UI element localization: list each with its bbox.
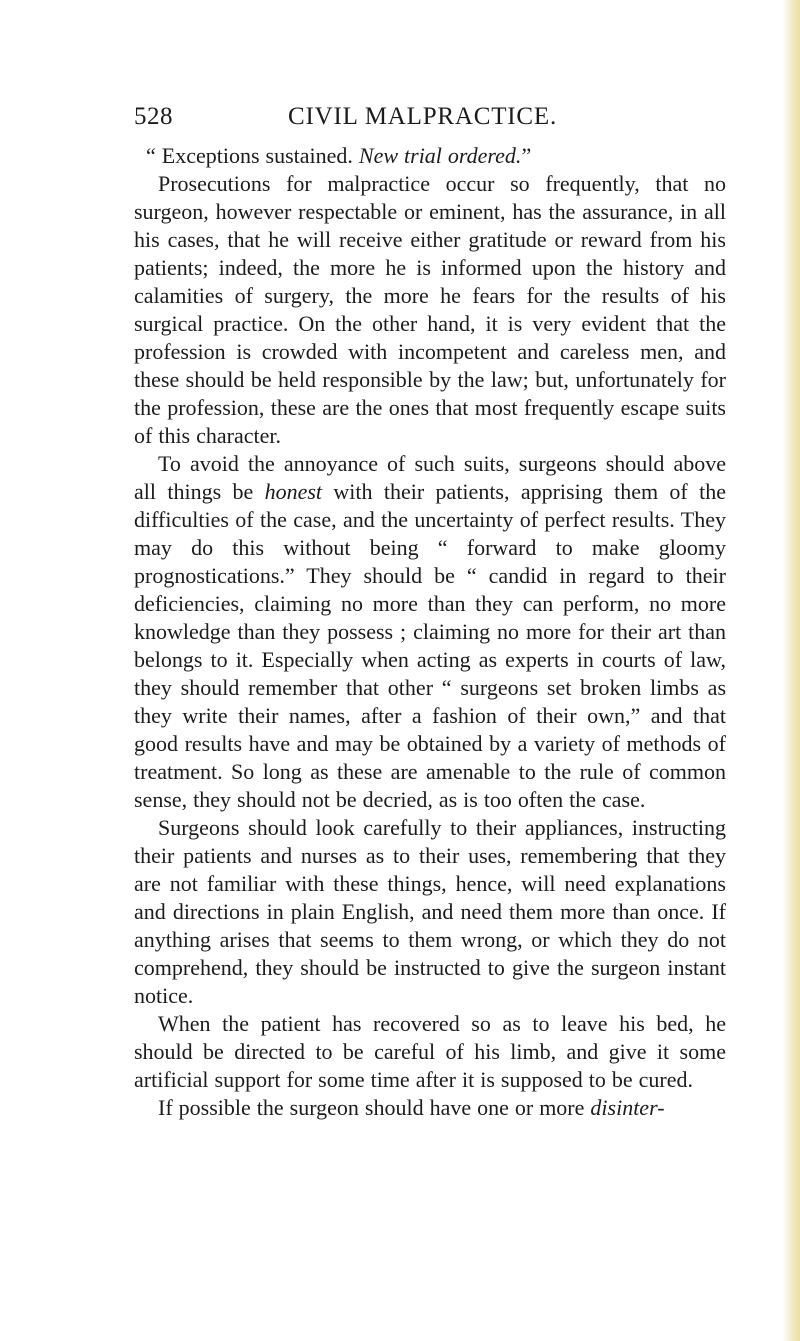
- text-segment: ”: [521, 143, 532, 168]
- italic-text-segment: disinter-: [590, 1095, 665, 1120]
- text-segment: If possible the surgeon should have one or more: [158, 1095, 591, 1120]
- running-head: CIVIL MALPRACTICE.: [288, 103, 558, 130]
- paragraph: [134, 450, 726, 814]
- paragraph: [134, 1094, 726, 1122]
- body-text: [134, 142, 726, 1122]
- italic-text-segment: New trial ordered.: [358, 143, 522, 168]
- page-edge-shadow: [782, 0, 800, 1341]
- paragraph: [134, 814, 726, 1010]
- paragraph: [134, 142, 726, 170]
- text-segment: with their patients, apprising them of the difficulties of the case, and the uncertainty of perfect results. They may do this without being “ forward to make gloomy prognostications.” They should be “ candid in regard to their deficiencies, claiming no more than they can perform, no more knowledge than they possess ; claiming no more for their art than belongs to it. Especially when acting as experts in courts of law, they should remember that other “ surgeons set broken limbs as they write their names, after a fashion of their own,” and that good results have and may be obtained by a variety of methods of treatment. So long as these are amenable to the rule of common sense, they should not be decried, as is too often the case.: [134, 479, 726, 812]
- italic-text-segment: honest: [264, 479, 323, 504]
- text-segment: Prosecutions for malpractice occur so frequently, that no surgeon, however respectable or eminent, has the assurance, in all his cases, that he will receive either gratitude or reward from his patients; indeed, the more he is informed upon the history and calamities of surgery, the more he fears for the results of his surgical practice. On the other hand, it is very evident that the profession is crowded with incompetent and careless men, and these should be held responsible by the law; but, unfortunately for the profession, these are the ones that most frequently escape suits of this character.: [134, 171, 726, 448]
- text-segment: “ Exceptions sustained.: [146, 143, 359, 168]
- paragraph: [134, 170, 726, 450]
- text-segment: When the patient has recovered so as to leave his bed, he should be directed to be careful of his limb, and give it some artificial support for some time after it is supposed to be cured.: [134, 1011, 726, 1092]
- text-segment: Surgeons should look carefully to their appliances, instructing their patients and nurses as to their uses, remembering that they are not familiar with these things, hence, will need explanations and directions in plain English, and need them more than once. If anything arises that seems to them wrong, or which they do not comprehend, they should be instructed to give the surgeon instant notice.: [134, 815, 726, 1008]
- page-number: 528: [134, 103, 173, 130]
- paragraph: [134, 1010, 726, 1094]
- text-segment: To avoid the annoyance of such suits, surgeons should above all things be: [134, 451, 726, 504]
- page-header: [134, 100, 726, 134]
